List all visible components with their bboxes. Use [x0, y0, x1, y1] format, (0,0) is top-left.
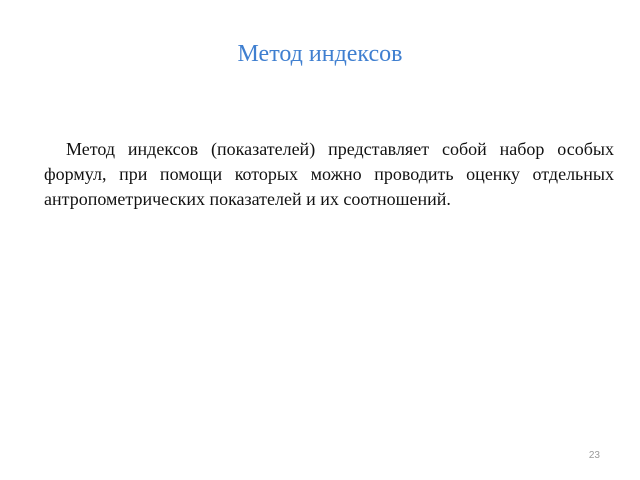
slide-body-paragraph: Метод индексов (показателей) представляет собой набор особых формул, при помощи которых можно проводить оценку отдельных антропометрических показателей и их соотношений. [44, 139, 614, 209]
slide-title: Метод индексов [237, 41, 403, 67]
slide-page-number: 23 [588, 450, 600, 461]
